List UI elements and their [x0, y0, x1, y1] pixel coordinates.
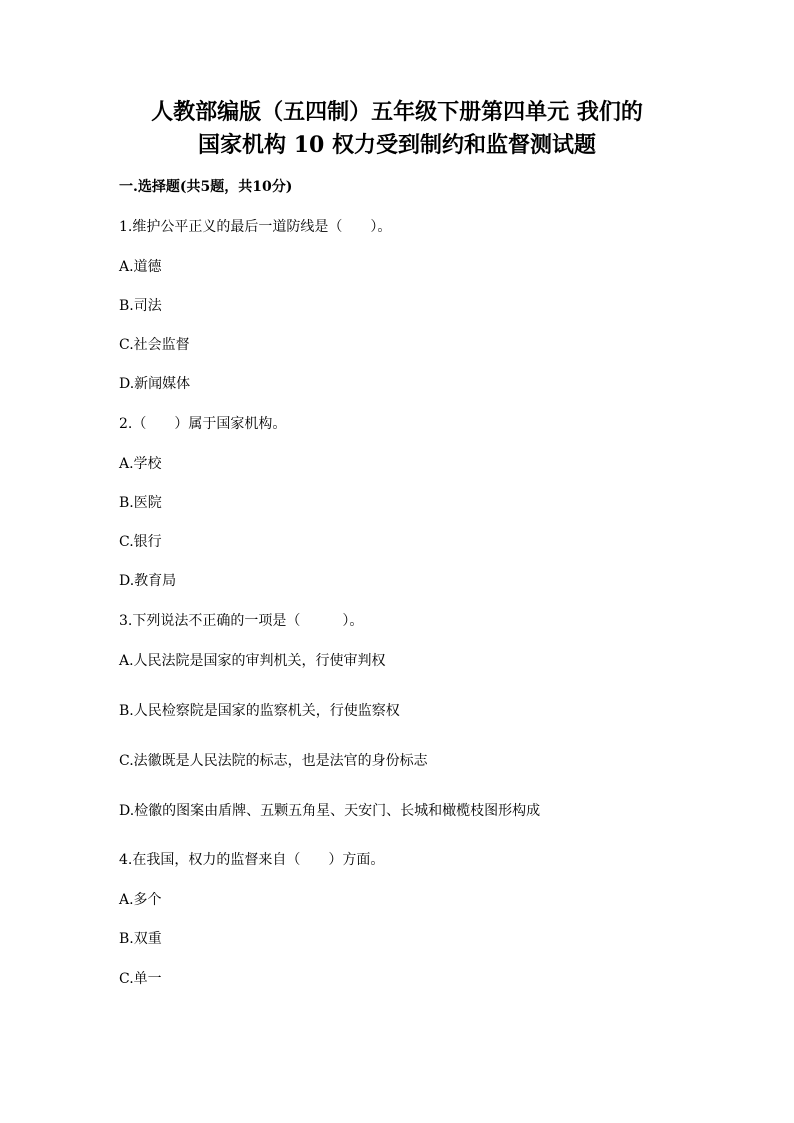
question-2-option-a: A.学校: [119, 456, 162, 472]
question-3-option-d: D.检徽的图案由盾牌、五颗五角星、天安门、长城和橄榄枝图形构成: [119, 803, 541, 819]
question-4-option-b: B.双重: [119, 931, 162, 947]
page-title-line-2: 国家机构 10 权力受到制约和监督测试题: [198, 132, 596, 158]
question-1-option-c: C.社会监督: [119, 337, 190, 353]
question-3-option-c: C.法徽既是人民法院的标志，也是法官的身份标志: [119, 753, 428, 769]
section-heading: 一.选择题(共5题，共10分): [119, 179, 293, 195]
question-2-option-c: C.银行: [119, 534, 162, 550]
question-4-stem: 4.在我国，权力的监督来自（ ）方面。: [119, 852, 385, 868]
question-1-stem: 1.维护公平正义的最后一道防线是（ ）。: [119, 219, 392, 235]
question-1-option-a: A.道德: [119, 259, 162, 275]
question-3-stem: 3.下列说法不正确的一项是（ ）。: [119, 613, 364, 629]
question-2-option-d: D.教育局: [119, 573, 177, 589]
question-3-option-a: A.人民法院是国家的审判机关，行使审判权: [119, 653, 386, 669]
question-1-option-b: B.司法: [119, 298, 162, 314]
question-3-option-b: B.人民检察院是国家的监察机关，行使监察权: [119, 703, 400, 719]
question-4-option-c: C.单一: [119, 971, 162, 987]
question-1-option-d: D.新闻媒体: [119, 376, 191, 392]
question-2-stem: 2.（ ）属于国家机构。: [119, 416, 287, 432]
page-title-line-1: 人教部编版（五四制）五年级下册第四单元 我们的: [151, 99, 643, 125]
question-2-option-b: B.医院: [119, 495, 162, 511]
question-4-option-a: A.多个: [119, 892, 162, 908]
